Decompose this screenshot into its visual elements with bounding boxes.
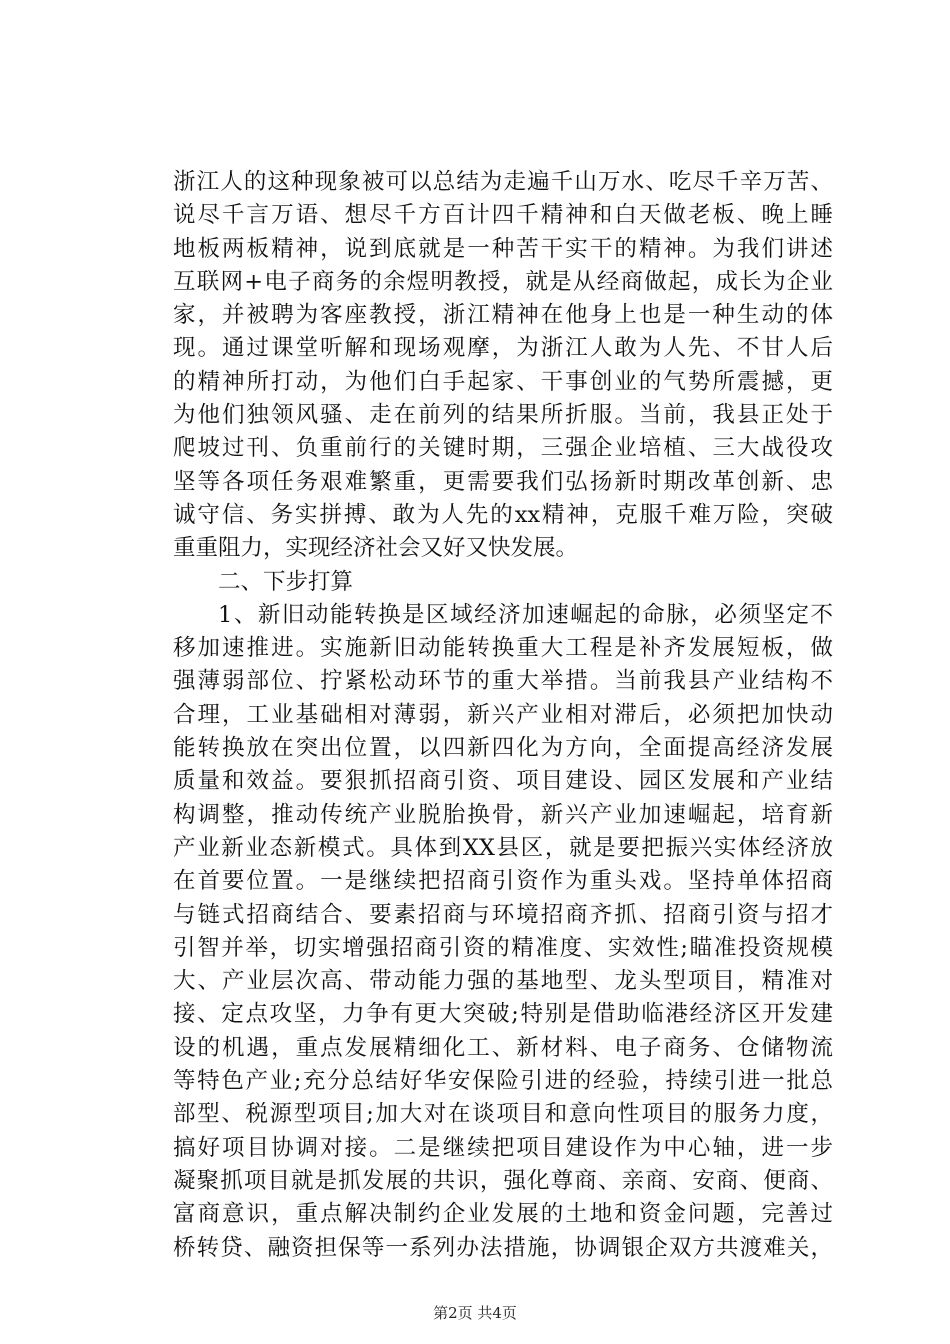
text-line: 能转换放在突出位置，以四新四化为方向，全面提高经济发展: [173, 735, 833, 762]
text-line: 爬坡过刊、负重前行的关键时期，三强企业培植、三大战役攻: [173, 435, 833, 462]
text-line: 大、产业层次高、带动能力强的基地型、龙头型项目，精准对: [173, 968, 833, 995]
paragraph-2: [173, 599, 833, 1265]
text-line: 合理，工业基础相对薄弱，新兴产业相对滞后，必须把加快动: [173, 701, 833, 728]
page-footer: 第2页 共4页: [433, 1304, 517, 1322]
text-line: 诚守信、务实拼搏、敢为人先的xx精神，克服千难万险，突破: [173, 501, 833, 528]
text-line: 等特色产业;充分总结好华安保险引进的经验，持续引进一批总: [173, 1068, 833, 1095]
text-line: 凝聚抓项目就是抓发展的共识，强化尊商、亲商、安商、便商、: [173, 1167, 833, 1194]
text-line: 设的机遇，重点发展精细化工、新材料、电子商务、仓储物流: [173, 1034, 833, 1061]
text-line: 说尽千言万语、想尽千方百计四千精神和白天做老板、晚上睡: [173, 202, 833, 229]
text-line: 的精神所打动，为他们白手起家、干事创业的气势所震撼，更: [173, 368, 833, 395]
paragraph-1: [173, 166, 833, 566]
text-line: 现。通过课堂听解和现场观摩，为浙江人敢为人先、不甘人后: [173, 335, 833, 362]
section-heading: 二、下步打算: [218, 568, 354, 595]
text-line: 为他们独领风骚、走在前列的结果所折服。当前，我县正处于: [173, 402, 833, 429]
text-line: 浙江人的这种现象被可以总结为走遍千山万水、吃尽千辛万苦、: [173, 169, 833, 195]
text-line: 坚等各项任务艰难繁重，更需要我们弘扬新时期改革创新、忠: [173, 468, 833, 495]
text-line: 1、新旧动能转换是区域经济加速崛起的命脉，必须坚定不: [218, 601, 833, 628]
text-line: 家，并被聘为客座教授，浙江精神在他身上也是一种生动的体: [173, 302, 833, 329]
text-line: 在首要位置。一是继续把招商引资作为重头戏。坚持单体招商: [173, 868, 833, 895]
text-line: 移加速推进。实施新旧动能转换重大工程是补齐发展短板，做: [173, 635, 833, 662]
text-line: 接、定点攻坚，力争有更大突破;特别是借助临港经济区开发建: [173, 1001, 833, 1028]
text-line: 重重阻力，实现经济社会又好又快发展。: [173, 535, 579, 562]
document-body: [173, 166, 833, 1265]
text-line: 互联网+电子商务的余煜明教授，就是从经商做起，成长为企业: [173, 268, 833, 295]
text-line: 质量和效益。要狠抓招商引资、项目建设、园区发展和产业结: [173, 768, 833, 795]
text-line: 与链式招商结合、要素招商与环境招商齐抓、招商引资与招才: [173, 901, 833, 928]
text-line: 部型、税源型项目;加大对在谈项目和意向性项目的服务力度，: [173, 1101, 833, 1128]
text-line: 引智并举，切实增强招商引资的精准度、实效性;瞄准投资规模: [173, 934, 833, 961]
text-line: 桥转贷、融资担保等一系列办法措施，协调银企双方共渡难关，: [173, 1234, 833, 1261]
text-line: 强薄弱部位、拧紧松动环节的重大举措。当前我县产业结构不: [173, 668, 833, 695]
text-line: 富商意识，重点解决制约企业发展的土地和资金问题，完善过: [173, 1201, 833, 1228]
text-line: 搞好项目协调对接。二是继续把项目建设作为中心轴，进一步: [173, 1134, 833, 1161]
text-line: 地板两板精神，说到底就是一种苦干实干的精神。为我们讲述: [173, 235, 833, 262]
text-line: 产业新业态新模式。具体到XX县区，就是要把振兴实体经济放: [173, 834, 833, 861]
text-line: 构调整，推动传统产业脱胎换骨，新兴产业加速崛起，培育新: [173, 801, 833, 828]
